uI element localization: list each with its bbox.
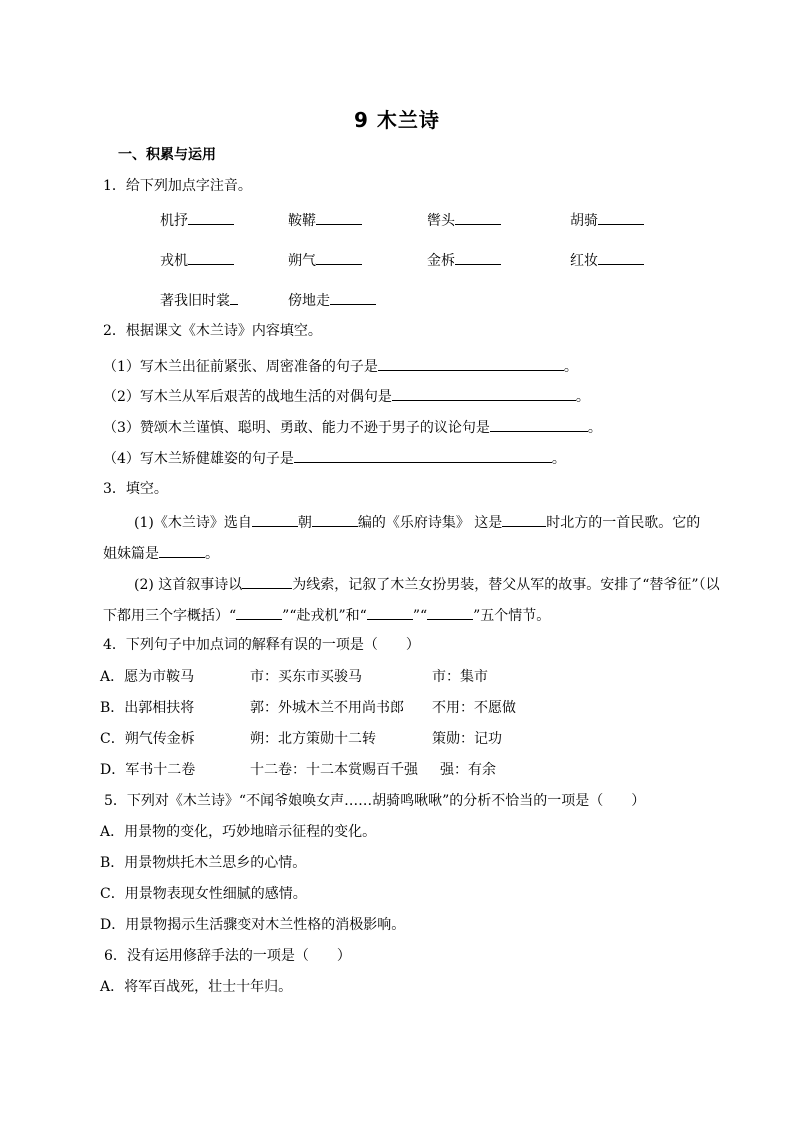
answer-blank[interactable] [159,543,205,558]
pinyin-item: 胡骑 [570,210,644,230]
fill-item: （2）写木兰从军后艰苦的战地生活的对偶句是 。 [103,386,590,406]
option-label: C．朔气传金柝 [100,731,195,747]
question-1-stem: 1．给下列加点字注音。 [103,178,252,194]
fill-item: (1)《木兰诗》选自 朝 编的《乐府诗集》 这是 时北方的一首民歌。它的 [134,512,700,532]
answer-blank[interactable] [316,250,362,265]
fill-item: 下都用三个字概括）“ ”“赴戎机”和“ ”“ ”五个情节。 [103,605,550,625]
option-item: B．用景物烘托木兰思乡的心情。 [100,855,307,871]
answer-blank[interactable] [252,512,298,527]
answer-blank[interactable] [242,574,292,589]
fill-item: （4）写木兰矫健雄姿的句子是 。 [103,448,566,468]
answer-blank[interactable] [330,290,376,305]
option-detail: 市：集市 [432,669,488,685]
answer-blank[interactable] [188,210,234,225]
option-detail: 不用：不愿做 [432,700,516,716]
option-detail: 策勋：记功 [432,731,502,747]
option-detail: 十二卷：十二本赏赐百千强 [250,762,418,778]
option-detail: 市：买东市买骏马 [250,669,362,685]
option-detail: 朔：北方策勋十二转 [250,731,376,747]
pinyin-item: 鞍鞯 [288,210,362,230]
pinyin-item: 红妆 [570,250,644,270]
fill-item: 姐妹篇是 。 [103,543,219,563]
fill-item: (2) 这首叙事诗以 为线索，记叙了木兰女扮男装，替父从军的故事。安排了“替爷征”（以 [134,574,720,594]
answer-blank[interactable] [598,210,644,225]
question-3-stem: 3．填空。 [103,481,168,497]
answer-blank[interactable] [490,417,588,432]
option-label: D．军书十二卷 [100,762,196,778]
answer-blank[interactable] [455,210,501,225]
answer-blank[interactable] [294,448,552,463]
option-item: A．将军百战死，壮士十年归。 [100,979,293,995]
question-5-stem: 5．下列对《木兰诗》“不闻爷娘唤女声……胡骑鸣啾啾”的分析不恰当的一项是（ ） [104,793,646,809]
page-title: 9 木兰诗 [354,108,440,132]
pinyin-item: 戎机 [160,250,234,270]
pinyin-item: 金柝 [427,250,501,270]
option-detail: 郭：外城木兰不用尚书郎 [250,700,404,716]
answer-blank[interactable] [316,210,362,225]
answer-blank[interactable] [598,250,644,265]
option-label: A．愿为市鞍马 [100,669,195,685]
fill-item: （3）赞颂木兰谨慎、聪明、勇敢、能力不逊于男子的议论句是 。 [103,417,602,437]
option-item: C．用景物表现女性细腻的感情。 [100,886,307,902]
answer-blank[interactable] [455,250,501,265]
answer-blank[interactable] [367,605,413,620]
option-detail: 强：有余 [440,762,496,778]
fill-item: （1）写木兰出征前紧张、周密准备的句子是 。 [103,356,578,376]
answer-blank[interactable] [392,386,576,401]
question-6-stem: 6．没有运用修辞手法的一项是（ ） [104,948,351,964]
answer-blank[interactable] [378,356,564,371]
pinyin-item: 朔气 [288,250,362,270]
section-heading: 一、积累与运用 [118,147,216,163]
answer-blank[interactable] [427,605,473,620]
option-item: A．用景物的变化，巧妙地暗示征程的变化。 [100,824,377,840]
option-item: D．用景物揭示生活骤变对木兰性格的消极影响。 [100,917,406,933]
answer-blank[interactable] [312,512,358,527]
pinyin-item: 著我旧时裳 [160,290,238,310]
answer-blank[interactable] [230,290,238,305]
pinyin-item: 辔头 [427,210,501,230]
answer-blank[interactable] [236,605,282,620]
pinyin-item: 机抒 [160,210,234,230]
question-4-stem: 4．下列句子中加点词的解释有误的一项是（ ） [103,637,420,653]
answer-blank[interactable] [188,250,234,265]
question-2-stem: 2．根据课文《木兰诗》内容填空。 [103,323,322,339]
option-label: B．出郭相扶将 [100,700,195,716]
pinyin-item: 傍地走 [288,290,376,310]
answer-blank[interactable] [502,512,546,527]
